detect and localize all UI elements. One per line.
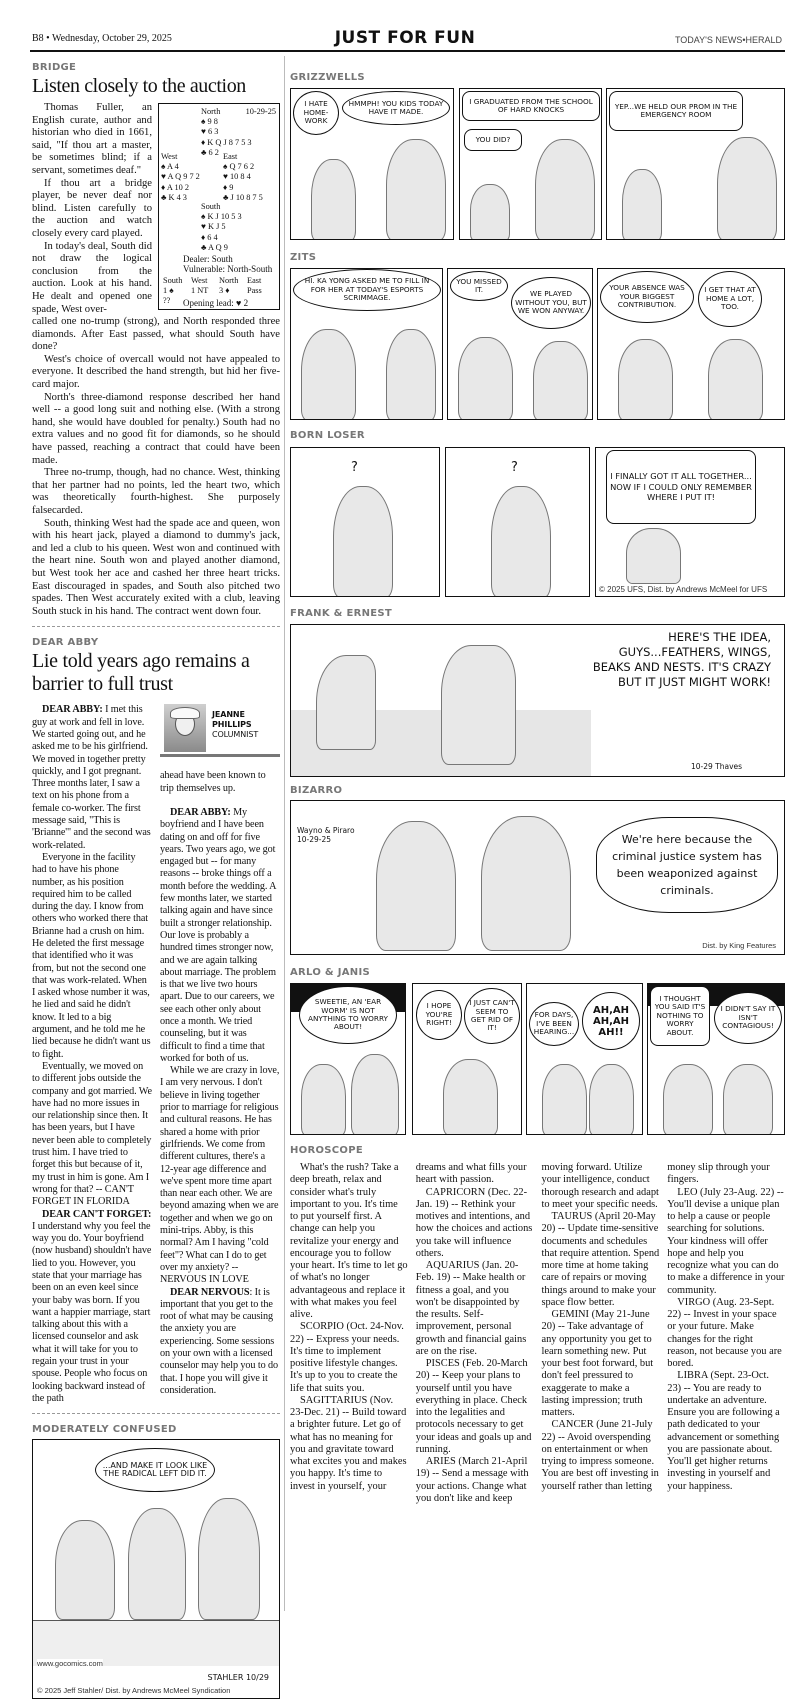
character-figure [533,341,588,420]
auction-header: East [247,276,262,285]
header-rule [30,50,785,52]
comic-panel [290,268,443,420]
auction-header: North [219,276,239,285]
paragraph-text: Eventually, we moved on to different jobs outside the company and got married. We have had no more issues in our relationship since then. It has been years, but I have never been able to completely trust him. I have tried to forget this but because of it, my trust in him is gone. Am I wrong for that? -- CAN'T FORGET IN FLORIDA [32,1060,152,1208]
horoscope-label: HOROSCOPE [290,1145,363,1156]
abby-paragraph [160,1287,280,1398]
columnist-photo [164,704,206,752]
question-mark: ? [351,460,358,475]
horoscope-entry: CAPRICORN (Dec. 22-Jan. 19) -- Rethink your motives and intentions, and how the choices and actions you take will influence others. [415,1186,533,1259]
character-figure [626,528,681,584]
character-figure [443,1059,498,1135]
question-mark: ? [511,460,518,475]
hand-hearts: ♥ K J 5 [201,222,226,232]
comic-panel [290,983,406,1135]
comic-panel [459,88,602,240]
copyright-credit: © 2025 UFS, Dist. by Andrews McMeel for UFS [599,585,768,594]
horoscope-body [290,1162,785,1607]
section-divider [32,626,280,627]
bridge-body [32,102,280,618]
speech-bubble: HI. KA YONG ASKED ME TO FILL IN FOR HER AT TODAY'S ESPORTS SCRIMMAGE. [293,269,441,311]
speech-bubble: We're here because the criminal justice system has been weaponized against criminals. [596,817,778,913]
website-credit: www.gocomics.com [37,1659,103,1669]
west-hand [161,152,200,203]
zits-comic [290,268,785,420]
auction-bid: 1 NT [191,286,209,296]
abby-label: DEAR ABBY [32,637,99,649]
moderately-confused-label: MODERATELY CONFUSED [32,1424,177,1436]
columnist-byline-block [160,704,280,764]
hand-label: East [223,152,238,161]
born-loser-label: BORN LOSER [290,430,365,441]
abby-paragraph [32,704,152,852]
hand-hearts: ♥ A Q 9 7 2 [161,172,200,182]
horoscope-entry: AQUARIUS (Jan. 20-Feb. 19) -- Make health or fitness a goal, and you won't be disappointed by the results. Self-improvement, personal growth and financial gains are on the rise. [415,1260,527,1357]
vulnerable: Vulnerable: North-South [183,264,273,274]
auction-header: South [163,276,183,285]
paragraph-text: I understand why you feel the way you do. Your boyfriend (now husband) shouldn't have lied to you. However, you state that your marriage has been on an even keel since your baby was born. If you want a happier marriage, start talking about this with a licensed counselor and ask what it will take for you to regain your trust in your spouse. People who focus on looking backward instead of the path [32,1220,152,1404]
character-figure [481,816,571,951]
arlo-janis-label: ARLO & JANIS [290,967,370,978]
letter-salutation: DEAR ABBY: [170,806,231,818]
east-hand [223,152,263,203]
copyright-credit: Dist. by King Features [702,941,776,950]
hand-spades: ♠ K J 10 5 3 [201,212,242,222]
caption-text: HERE'S THE IDEA, GUYS...FEATHERS, WINGS, BEAKS AND NESTS. IT'S CRAZY BUT IT JUST MIGHT WORK! [592,630,771,689]
column-divider [284,56,285,1611]
frank-ernest-comic [290,624,785,777]
character-figure [663,1064,713,1135]
speech-bubble: FOR DAYS, I'VE BEEN HEARING... [529,1002,579,1046]
abby-column-2 [160,704,280,1405]
speech-bubble: I GET THAT AT HOME A LOT, TOO. [698,271,762,327]
bridge-paragraph: If thou art a bridge player, be never deaf nor blind. Listen carefully to the auction and watch closely every card played. [32,177,152,239]
comic-panel [595,447,785,597]
speech-bubble: YOU MISSED IT. [450,271,508,301]
hand-spades: ♠ Q 7 6 2 [223,162,255,172]
born-loser-comic [290,447,785,597]
abby-paragraph [160,1065,280,1286]
paragraph-text: ahead have been known to trip themselves up. [160,770,266,794]
columnist-byline [212,710,258,740]
speech-bubble: I DIDN'T SAY IT ISN'T CONTAGIOUS! [714,992,782,1044]
speech-bubble: YEP...WE HELD OUR PROM IN THE EMERGENCY ROOM [609,91,743,131]
comic-panel [597,268,785,420]
character-figure [55,1520,115,1620]
character-figure [470,184,510,240]
horoscope-entry: TAURUS (April 20-May 20) -- Update time-sensitive documents and schedules that require attention. Spend more time at home taking care of repairs or moving things around to make your space flow better. [541,1211,660,1308]
arlo-janis-comic [290,983,785,1135]
bridge-headline: Listen closely to the auction [32,75,246,97]
dealer: Dealer: South [183,254,233,264]
horoscope-entry: GEMINI (May 21-June 20) -- Take advantage of any opportunity you get to learn something new. Put your best foot forward, but don't feel pressured to exaggerate to make a lasting impression; truth matters. [541,1309,654,1418]
section-divider [32,1413,280,1414]
hand-clubs: ♣ A Q 9 [201,242,228,252]
section-title: JUST FOR FUN [334,28,476,48]
abby-paragraph [32,1209,152,1406]
character-figure [301,1064,346,1135]
page-date: B8 • Wednesday, October 29, 2025 [32,33,172,44]
bizarro-comic [290,800,785,955]
moderately-confused-comic [32,1439,280,1699]
opening-lead: Opening lead: ♥ 2 [183,298,249,308]
hand-spades: ♠ A 4 [161,162,179,172]
speech-bubble: I HOPE YOU'RE RIGHT! [416,990,462,1040]
auction-bid: Pass [247,286,262,296]
character-figure [128,1508,186,1620]
hand-label: South [201,202,221,211]
speech-bubble: I JUST CAN'T SEEM TO GET RID OF IT! [464,988,520,1044]
speech-bubble: I HATE HOME-WORK [293,91,339,135]
character-figure [386,329,436,420]
comic-panel [647,983,785,1135]
paragraph-text: I met this guy at work and fell in love. We started going out, and he asked me to be his girlfriend. We moved in together pretty quickly, and I got pregnant. Three months later, I saw a text on his phone from a female co-worker. The first message said, "This is 'Brianne'" and the second was work-related. [32,704,151,851]
artist-signature: Wayno & Piraro 10-29-25 [297,826,355,844]
frank-ernest-label: FRANK & ERNEST [290,608,393,619]
comic-panel [526,983,643,1135]
abby-paragraph [32,852,152,1061]
hand-clubs: ♣ K 4 3 [161,192,187,202]
paragraph-text: While we are crazy in love, I am very nervous. I don't believe in living together prior to marriage for religious and cultural reasons. He has shared a home with prior girlfriends. We come from different cultures, there's a 12-year age difference and we've spent more time apart than near each other. We are beyond amazing when we are together and when we go on mini-trips. Abby, is this normal? Am I having "cold feet"? What can I do to get over my anxiety? -- NERVOUS IN LOVE [160,1065,280,1286]
character-figure [301,329,356,420]
speech-bubble: ...AND MAKE IT LOOK LIKE THE RADICAL LEFT DID IT. [95,1448,215,1492]
abby-paragraph [160,770,280,795]
north-hand [201,107,252,158]
auction-header: West [191,276,208,285]
paper-name: TODAY'S NEWS•HERALD [674,35,782,45]
character-figure [589,1064,634,1135]
artist-signature: 10-29 Thaves [691,762,743,771]
dinosaur-figure [316,655,376,750]
speech-bubble: YOUR ABSENCE WAS YOUR BIGGEST CONTRIBUTION. [600,271,694,323]
deal-date: 10-29-25 [245,107,276,116]
hand-clubs: ♣ J 10 8 7 5 [223,192,263,202]
horoscope-entry: SAGITTARIUS (Nov. 23-Dec. 21) -- Build toward a brighter future. Let go of what has no meaning for you and gravitate toward what excites you and makes you happy. It's time to invest in yourself, your dreams and what fills your heart with passion. [290,1162,527,1492]
letter-salutation: DEAR ABBY: [42,704,103,716]
bridge-paragraph: West's choice of overcall would not have appealed to everyone. It described the hand strength, but hid her five-card major. [32,353,280,391]
hand-clubs: ♣ 6 2 [201,147,219,157]
character-figure [333,486,393,597]
character-figure [311,159,356,240]
horoscope-entry: ARIES (March 21-April 19) -- Send a message with your actions. Change what you don't like and keep moving forward. Utilize your intelligence, conduct thorough research and adapt to meet your specific needs. [415,1162,659,1504]
horoscope-entry: LEO (July 23-Aug. 22) -- You'll devise a unique plan to help a cause or people searching for solutions. Your kindness will offer hope and help you recognize what you can do to make a difference in your community. [667,1186,785,1296]
speech-bubble: AH,AH AH,AH AH!! [582,992,640,1050]
bridge-paragraph: Thomas Fuller, an English curate, author and historian who died in 1661, said, "If thou art a master, be sometimes blind; if a servant, sometimes deaf." [32,102,152,176]
speech-bubble: SWEETIE, AN 'EAR WORM' IS NOT ANYTHING TO WORRY ABOUT! [299,986,397,1044]
character-figure [491,486,551,597]
letter-salutation: DEAR CAN'T FORGET: [42,1208,152,1220]
character-figure [708,339,763,420]
character-figure [386,139,446,240]
grizzwells-label: GRIZZWELLS [290,72,365,83]
abby-column-1 [32,704,152,1405]
horoscope-entry: PISCES (Feb. 20-March 20) -- Keep your plans to yourself until you have everything in place. Check into the legalities and protocols necessary to get your ideas and goals up and running. [415,1358,532,1455]
byline-rule [160,754,280,757]
bridge-paragraph: South, thinking West had the spade ace and queen, won with his heart jack, played a diamond to dummy's jack, and led a club to his queen. West won and continued with the heart nine. South won and played another diamond, but West took her ace and cashed her three heart tricks. East discouraged in spades, and South also pitched two spades. Then West accurately exited with a club, leaving South stuck in his hand. The contract went down four. [32,517,280,617]
bridge-paragraph: North's three-diamond response described her hand well -- a good long suit and nothing else. (With a strong hand, she would have doubled for penalty.) South had no extra values and no good fit for diamonds, so he should have passed, reaching a contract that could have been made. [32,391,280,466]
bridge-paragraph: In today's deal, South did not draw the logical conclusion from the auction. Look at his hand. He dealt and opened one spade, West over- [32,240,152,315]
abby-headline: Lie told years ago remains a barrier to full trust [32,650,250,696]
horoscope-entry: LIBRA (Sept. 23-Oct. 23) -- You are ready to undertake an adventure. Ensure you are following a path dedicated to your advancement or something you are passionate about. You'll get higher returns investing in yourself and your happiness. [667,1370,780,1492]
columnist-role: COLUMNIST [212,730,259,740]
south-hand [201,202,242,253]
hand-hearts: ♥ 6 3 [201,127,219,137]
auction-bid: 1 ♠ [163,286,174,296]
paragraph-text: My boyfriend and I have been dating on and off for five years. Two years ago, we got engaged but -- for many reasons -- broke things off a month before the wedding. A few months later, we started talking again and have since built a stronger relationship. Our love is probably a hundred times stronger now, and we are again talking about marriage. The problem is that we live two hours apart. Due to our careers, we see each other only about once a month. We tried counseling, but it was difficult to find a time that worked for both of us. [160,806,276,1064]
comic-panel [290,88,454,240]
zits-label: ZITS [290,252,317,263]
hand-diamonds: ♦ A 10 2 [161,182,189,192]
paragraph-text: : It is important that you get to the root of what may be causing the anxiety you are experiencing. Some sessions on your own with a licensed counselor may help you to do that. I hope you will give it consideration. [160,1286,279,1396]
bridge-paragraph: called one no-trump (strong), and North responded three diamonds. After East passed, what should South have done? [32,316,280,353]
hand-diamonds: ♦ K Q J 8 7 5 3 [201,137,252,147]
character-figure [351,1054,399,1135]
character-figure [376,821,456,951]
artist-signature: STAHLER 10/29 [207,1673,269,1683]
abby-columns [32,704,280,1405]
speech-bubble: HMMPH! YOU KIDS TODAY HAVE IT MADE. [342,91,450,125]
character-figure [622,169,662,240]
left-column [32,62,280,1696]
bridge-paragraph: Three no-trump, though, had no chance. West, thinking that her partner had no points, led the heart two, which was theoretically fourth-highest. She purposely falsecarded. [32,467,280,516]
hand-diamonds: ♦ 6 4 [201,232,218,242]
speech-bubble: I GRADUATED FROM THE SCHOOL OF HARD KNOCKS [462,91,600,121]
hand-diamonds: ♦ 9 [223,182,234,192]
comic-panel [412,983,522,1135]
comic-panel [447,268,593,420]
hand-spades: ♠ 9 8 [201,117,218,127]
comic-panel [606,88,785,240]
copyright-credit: © 2025 Jeff Stahler/ Dist. by Andrews McMeel Syndication [37,1686,231,1696]
bizarro-label: BIZARRO [290,785,343,796]
hand-label: West [161,152,178,161]
columnist-last: PHILLIPS [212,720,252,730]
character-figure [723,1064,773,1135]
character-figure [717,137,777,240]
auction-bid: ?? [163,296,171,306]
bridge-diagram [158,103,280,310]
auction-bid: 3 ♦ [219,286,230,296]
character-figure [542,1064,587,1135]
hand-hearts: ♥ 10 8 4 [223,172,251,182]
abby-paragraph [160,807,280,1065]
dinosaur-figure [441,645,516,765]
abby-paragraph [32,1061,152,1209]
grizzwells-comic [290,88,785,240]
horoscope-entry: CANCER (June 21-July 22) -- Avoid overspending on entertainment or when trying to impress someone. You are best off investing in yourself rather than letting money slip through your fingers. [541,1162,770,1492]
character-figure [458,337,513,420]
speech-bubble: I FINALLY GOT IT ALL TOGETHER... NOW IF I COULD ONLY REMEMBER WHERE I PUT IT! [606,450,756,524]
character-figure [618,339,673,420]
paragraph-text: Everyone in the facility had to have his phone number, as his position required him to be called during the day. I know from others who worked there that Brianne had a crush on him. He deleted the first message that identified who it was from, but not the second one that was work-related. When I asked whose number it was, he lied and said he didn't know. It led to a big argument, and he told me he lied because he didn't want us to fight. [32,851,151,1060]
character-figure [535,139,595,240]
comic-panel [445,447,590,597]
horoscope-entry: VIRGO (Aug. 23-Sept. 22) -- Invest in your space or your future. Make changes for the right reason, not because you are bored. [667,1296,782,1369]
horoscope-entry: SCORPIO (Oct. 24-Nov. 22) -- Express your needs. It's time to implement positive lifestyle changes. It's up to you to create the life that suits you. [290,1321,404,1394]
character-figure [198,1498,260,1620]
letter-salutation: DEAR NERVOUS [170,1286,250,1298]
speech-bubble: I THOUGHT YOU SAID IT'S NOTHING TO WORRY ABOUT. [650,986,710,1046]
columnist-first: JEANNE [212,710,245,720]
speech-bubble: YOU DID? [464,129,522,151]
bridge-label: BRIDGE [32,62,77,73]
hand-label: North [201,107,221,116]
comic-panel [290,447,440,597]
horoscope-entry: What's the rush? Take a deep breath, relax and consider what's truly important to you. It's time to put yourself first. A change can help you revitalize your energy and encourage you to follow your heart. It's time to let go of what's no longer advantageous and replace it with what makes you feel alive. [290,1162,408,1320]
speech-bubble: WE PLAYED WITHOUT YOU, BUT WE WON ANYWAY. [511,277,591,329]
